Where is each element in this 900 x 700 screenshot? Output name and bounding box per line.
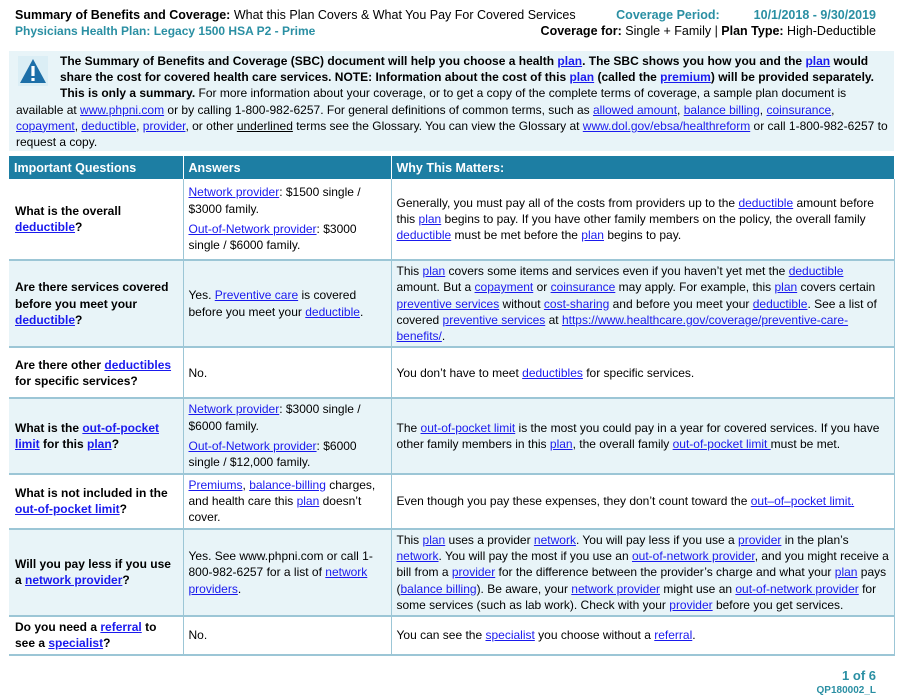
link-deductible[interactable]: deductible	[15, 312, 76, 327]
link-deductible[interactable]: deductible	[788, 264, 844, 278]
link-network-provider[interactable]: network provider	[25, 573, 123, 588]
link-glossary[interactable]: www.dol.gov/ebsa/healthreform	[582, 118, 751, 133]
link-deductible[interactable]: deductible	[15, 220, 76, 234]
link-deductible[interactable]: deductible	[396, 228, 452, 243]
link-network-provider[interactable]: network provider	[571, 581, 660, 596]
intro-body: This is only a summary. For more information about your coverage, or to get a copy of the complete terms of coverage, a sample plan document is available at www.phpni.com or by calling 1-800-982-6257. For general definitions of common terms, such as allowed amount, balance billing, coinsurance, copayment, deductible, provider, or other underlined terms see the Glossary. You can view the Glossary at www.dol.gov/ebsa/healthreform or call 1-800-982-6257 to request a copy.	[16, 86, 888, 150]
link-plan[interactable]: plan	[569, 70, 595, 85]
link-deductible[interactable]: deductible	[305, 304, 360, 319]
link-preventive-services[interactable]: preventive services	[396, 296, 500, 311]
link-plan[interactable]: plan	[87, 437, 112, 452]
question-cell: What is the out-of-pocket limit for this plan?	[9, 398, 183, 473]
link-out-of-network-provider[interactable]: Out-of-Network provider	[188, 222, 317, 236]
link-provider[interactable]: provider	[669, 597, 713, 612]
link-out-of-pocket-limit[interactable]: out-of-pocket limit	[15, 502, 120, 517]
link-network[interactable]: network	[533, 532, 576, 547]
link-copayment[interactable]: copayment	[16, 118, 75, 133]
link-plan[interactable]: plan	[774, 280, 798, 295]
document-header	[15, 7, 876, 39]
table-row	[9, 616, 895, 655]
header-why: Why This Matters:	[391, 156, 895, 179]
table-header-row	[9, 156, 895, 179]
link-coinsurance[interactable]: coinsurance	[766, 102, 832, 117]
link-deductible[interactable]: deductible	[738, 195, 794, 210]
why-matters-cell: This plan covers some items and services even if you haven’t yet met the deductible amount. But a copayment or coinsurance may apply. For example, this plan covers certain preventive services without cost-sharing and before you meet your deductible. See a list of covered preventive services at https://www.healthcare.gov/coverage/preventive-care-benefits/.	[391, 260, 895, 347]
link-preventive-care[interactable]: Preventive care	[214, 288, 299, 303]
answer-cell: Premiums, balance-billing charges, and health care this plan doesn’t cover.	[183, 474, 391, 529]
sbc-title: Summary of Benefits and Coverage: What this Plan Covers & What You Pay For Covered Services	[15, 8, 576, 22]
link-specialist[interactable]: specialist	[485, 628, 535, 643]
coverage-for: Coverage for: Single + Family | Plan Type: High-Deductible	[540, 24, 876, 38]
link-network-providers[interactable]: network providers	[188, 565, 368, 596]
link-balance-billing[interactable]: balance billing	[400, 581, 477, 596]
why-matters-cell: You don’t have to meet deductibles for specific services.	[391, 347, 895, 398]
benefits-table	[9, 156, 895, 656]
link-referral[interactable]: referral	[100, 620, 142, 635]
answer-cell: Network provider: $1500 single / $3000 family. Out-of-Network provider: $3000 single / $6000 family.	[183, 179, 391, 260]
link-premiums[interactable]: Premiums	[188, 477, 243, 492]
link-out-of-pocket-limit[interactable]: out-of-pocket limit	[15, 420, 159, 452]
link-network-provider[interactable]: Network provider	[188, 185, 280, 200]
link-premium[interactable]: premium	[660, 70, 711, 85]
link-provider[interactable]: provider	[451, 565, 496, 580]
link-out-of-network-provider[interactable]: out-of-network provider	[631, 548, 755, 563]
question-cell: What is the overall deductible?	[9, 179, 183, 260]
link-plan[interactable]: plan	[422, 532, 446, 547]
link-copayment[interactable]: copayment	[474, 280, 534, 295]
link-provider[interactable]: provider	[738, 532, 782, 547]
link-out-of-pocket-limit[interactable]: out-of-pocket limit	[420, 420, 516, 435]
header-questions: Important Questions	[9, 156, 183, 179]
link-balance-billing[interactable]: balance-billing	[249, 477, 326, 492]
link-phpni[interactable]: www.phpni.com	[80, 102, 165, 117]
question-cell: What is not included in the out-of-pocket limit?	[9, 474, 183, 529]
why-matters-cell: The out-of-pocket limit is the most you could pay in a year for covered services. If you have other family members in this plan, the overall family out-of-pocket limit must be met.	[391, 398, 895, 473]
link-deductible[interactable]: deductible	[752, 296, 808, 311]
link-preventive-services[interactable]: preventive services	[442, 312, 546, 327]
why-matters-cell: This plan uses a provider network. You will pay less if you use a provider in the plan’s network. You will pay the most if you use an out-of-network provider, and you might receive a bill from a provider for the difference between the provider’s charge and what your plan pays (balance billing). Be aware, your network provider might use an out-of-network provider for some services (such as lab work). Check with your provider before you get services.	[391, 529, 895, 616]
answer-cell: Yes. See www.phpni.com or call 1-800-982-6257 for a list of network providers.	[183, 529, 391, 616]
header-answers: Answers	[183, 156, 391, 179]
link-allowed-amount[interactable]: allowed amount	[592, 102, 678, 117]
question-cell: Will you pay less if you use a network provider?	[9, 529, 183, 616]
answer-cell: Network provider: $3000 single / $6000 family. Out-of-Network provider: $6000 single / $12,000 family.	[183, 398, 391, 473]
why-matters-cell: You can see the specialist you choose without a referral.	[391, 616, 895, 655]
link-deductibles[interactable]: deductibles	[522, 365, 583, 380]
link-cost-sharing[interactable]: cost-sharing	[543, 296, 610, 311]
link-network-provider[interactable]: Network provider	[188, 402, 280, 417]
table-row	[9, 474, 895, 529]
document-code: QP180002_L	[816, 685, 876, 696]
page-number: 1 of 6	[842, 668, 876, 683]
question-cell: Do you need a referral to see a specialist?	[9, 616, 183, 655]
table-row	[9, 529, 895, 616]
link-plan[interactable]: plan	[422, 264, 446, 278]
question-cell: Are there services covered before you meet your deductible?	[9, 260, 183, 347]
link-deductible[interactable]: deductible	[81, 118, 137, 133]
answer-cell: No.	[183, 616, 391, 655]
answer-cell: Yes. Preventive care is covered before you meet your deductible.	[183, 260, 391, 347]
link-out-of-network-provider[interactable]: Out-of-Network provider	[188, 439, 317, 454]
intro-box	[9, 51, 894, 151]
link-network[interactable]: network	[396, 548, 439, 563]
table-row	[9, 347, 895, 398]
table-row	[9, 260, 895, 347]
link-plan[interactable]: plan	[834, 565, 858, 580]
table-row	[9, 179, 895, 260]
intro-lead: The Summary of Benefits and Coverage (SBC) document will help you choose a health plan. The SBC shows you how you and the plan would share the cost for covered health care services. NOTE: Information about the cost of this plan (called the premium) will be provided separately.	[60, 54, 875, 85]
link-specialist[interactable]: specialist	[48, 636, 104, 651]
table-row	[9, 398, 895, 473]
link-coinsurance[interactable]: coinsurance	[550, 280, 616, 295]
link-out-of-network-provider[interactable]: out-of-network provider	[735, 581, 859, 596]
question-cell: Are there other deductibles for specific services?	[9, 347, 183, 398]
link-plan[interactable]: plan	[805, 54, 831, 68]
link-plan[interactable]: plan	[581, 228, 604, 243]
link-https-www-healthcare-gov-coverage-preven[interactable]: https://www.healthcare.gov/coverage/preventive-care-benefits/	[396, 312, 849, 344]
link-plan[interactable]: plan	[296, 494, 320, 509]
why-matters-cell: Even though you pay these expenses, they don’t count toward the out–of–pocket limit.	[391, 474, 895, 529]
link-plan[interactable]: plan	[557, 54, 583, 68]
link-deductibles[interactable]: deductibles	[104, 357, 172, 372]
link-balance-billing[interactable]: balance billing	[683, 102, 760, 117]
link-out-of-pocket-limit[interactable]: out–of–pocket limit.	[750, 494, 855, 509]
coverage-period: Coverage Period: 10/1/2018 - 9/30/2019	[616, 8, 876, 22]
plan-name: Physicians Health Plan: Legacy 1500 HSA P2 - Prime	[15, 24, 316, 38]
answer-cell: No.	[183, 347, 391, 398]
link-referral[interactable]: referral	[654, 628, 693, 643]
link-provider[interactable]: provider	[142, 118, 186, 133]
link-plan[interactable]: plan	[418, 211, 442, 226]
link-out-of-pocket-limit[interactable]: out-of-pocket limit	[672, 437, 771, 452]
why-matters-cell: Generally, you must pay all of the costs from providers up to the deductible amount before this plan begins to pay. If you have other family members on the policy, the overall family deductible must be met before the plan begins to pay.	[391, 179, 895, 260]
link-plan[interactable]: plan	[549, 437, 573, 452]
warning-icon	[18, 56, 48, 86]
